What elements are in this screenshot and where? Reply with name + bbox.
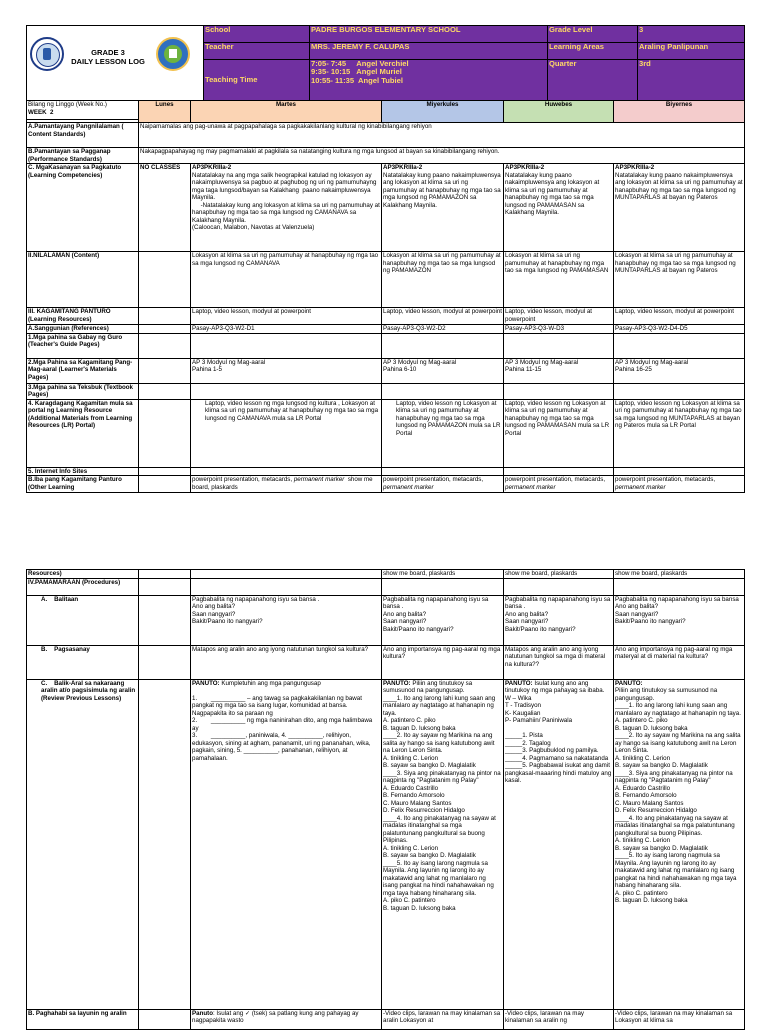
pagsasanay-friday: Ano ang importansya ng pag-aaral ng mga materyal at di material na kultura?	[614, 645, 745, 679]
performance-standards: Nakapagpapahayag ng may pagmamalaki at pagkilala sa natatanging kultura ng mga lungsod at bayan sa kinabibilangang rehiyon.	[139, 148, 745, 164]
resources-continued-wednesday: show me board, plaskards	[382, 570, 504, 579]
learning-area-label: Learning Areas	[548, 42, 638, 59]
competency-code: AP3PKRIIIa-2	[505, 164, 545, 171]
content-standards: Naipamamalas ang pag-unawa at pagpapahalaga sa pagkakakilanlang kultural ng kinabibilangang rehiyon	[139, 123, 745, 148]
other-materials-label: B.Iba pang Kagamitang Panturo (Other Learning	[27, 476, 139, 493]
question-item: 2. __________ ng mga naninirahan dito, ang mga halimbawa ay	[192, 717, 374, 732]
time-value: 7:05- 7:45 Angel Verchiel 9:35- 10:15 Angel Muriel 10:55- 11:35 Angel Tubiel	[310, 59, 548, 101]
textbook-pages-label: 3.Mga pahina sa Teksbuk (Textbook Pages)	[27, 383, 139, 399]
instruction-heading: PANUTO:	[383, 679, 411, 687]
competency-text: Natatalakay na ang mga salik heograpikal katulad ng lokasyon ay nakaimpluwensya sa pagbuo at paghubog ng uri ng pamumuhayng mga taga lungsod/bayan sa Kalakhang paano nakaimpluwensya Maynila. -Natatalakay kung ang lokasyon at klima sa uri ng pamumuhay at hanapbuhay ng mga tao sa mga lungsod ng CAMANAVA sa Kalakhang Maynila. (Caloocan, Malabon, Navotas at Valenzuela)	[192, 171, 380, 231]
other-materials-text: show me board, plaskards	[192, 476, 375, 491]
week-value: WEEK 2	[28, 108, 54, 116]
instruction-heading: PANUTO:	[505, 679, 533, 687]
time-label: Teaching Time	[204, 59, 310, 101]
instruction-text: Kumpletuhin ang mga pangungusap	[219, 679, 321, 687]
school-value: PADRE BURGOS ELEMENTARY SCHOOL	[310, 26, 548, 43]
week-label: Bilang ng Linggo (Week No.)	[28, 101, 107, 108]
competency-text: Natatalakay kung paano nakaimpluwensya ang lokasyon at klima sa uri ng pamumuhay at hanapbuhay ng mga tao sa mga lungsod ng MUNTAPARLAS at bayan ng Pateros	[615, 171, 745, 201]
objective-label: B. Paghahabi sa layunin ng aralin	[27, 1009, 139, 1029]
learners-materials-tuesday: AP 3 Modyul ng Mag-aaral Pahina 1-5	[191, 358, 382, 383]
question-item: 3. __________, paniniwala, 4. __________, relihiyon, edukasyon, sining at agham, pananamit, uri ng pananahan, wika, pagkain, sining, 5. __________, panahanan, relihiyon, at pamahalaan.	[192, 732, 373, 762]
instruction-text: Piliin ang tinutukoy sa sumusunod na pangungusap. ____1. Ito ang larong lahi kung saan ang manlalaro ay nagtatago at hahanapin ng taya. A. patintero C. piko B. taguan D. luksong baka ____2. Ito ay sayaw ng Marikina na ang salita ay hango sa isang katutubong awit na Leron Leron Sinta. A. tinikling C. Lerion B. sayaw sa bangko D. Maglalatik ____3. Siya ang pinakatanyag na pintor na nagpinta ng "Pagtatanim ng Palay" A. Eduardo Castrillo B. Fernando Amorsolo C. Mauro Malang Santos D. Felix Resurreccion Hidalgo ____4. Ito ang pinakatanyag na sayaw at madalas itinatanghal sa mga palatuntunang pangkultural sa buong Pilipinas. A. tinikling C. Lerion B. sayaw sa bangko D. Maglalatik ____5. Ito ay isang larong nagmula sa Maynila. Ang layunin ng larong ito ay makatawid ang lahat ng manlalaro ng isang pangkat na hindi nahahawakan ng mga taya habang hinaharang sila. A. piko C. patintero B. taguan D. luksong baka	[615, 687, 741, 904]
question-item: 1. __________ – ang tawag sa pagkakakilanlan ng bawat pangkat ng mga tao sa isang lugar, komunidad at bansa. Nagpapakita ito sa paraan ng	[192, 694, 364, 717]
other-materials-emph: permanent marker	[505, 483, 556, 491]
learners-materials-label: 2.Mga Pahina sa Kagamitang Pang-Mag-aaral (Learner's Materials Pages)	[27, 358, 139, 383]
resources-wednesday: Laptop, video lesson, modyul at powerpoint	[382, 308, 504, 325]
pagsasanay-tuesday: Matapos ang aralin ano ang iyong natutunan tungkol sa kultura?	[191, 645, 382, 679]
internet-sites-label: 5. Internet Info Sites	[27, 467, 139, 476]
balitaan-thursday: Pagbabalita ng napapanahong isyu sa bansa . Ano ang balita? Saan nangyari? Bakit/Paano ito nangyari?	[504, 595, 614, 645]
resources-continued-label: Resources)	[27, 570, 139, 579]
competency-code: AP3PKRIIIa-2	[383, 164, 423, 171]
other-materials-emph: permanent marker	[615, 483, 666, 491]
competencies-wednesday	[382, 164, 504, 252]
teacher-label: Teacher	[204, 42, 310, 59]
other-materials-friday	[614, 476, 745, 493]
quarter-value: 3rd	[638, 59, 745, 101]
content-friday: Lokasyon at klima sa uri ng pamumuhay at hanapbuhay ng mga tao sa mga lungsod ng MUNTAPARLAS at bayan ng Pateros	[614, 252, 745, 308]
balitaan-label: A. Balitaan	[27, 595, 139, 645]
resources-tuesday: Laptop, video lesson, modyul at powerpoint	[191, 308, 382, 325]
instruction-heading: PANUTO:	[615, 679, 643, 687]
other-materials-text: powerpoint presentation, metacards,	[383, 476, 485, 483]
quarter-label: Quarter	[548, 59, 638, 101]
learning-area-value: Araling Panlipunan	[638, 42, 745, 59]
lr-portal-wednesday: Laptop, video lesson ng Lokasyon at klima sa uri ng pamumuhay at hanapbuhay ng mga tao sa mga lungsod ng PAMAMAZON mula sa LR Portal	[382, 399, 504, 467]
balitaan-tuesday: Pagbabalita ng napapanahong isyu sa bansa . Ano ang balita? Saan nangyari? Bakit/Paano ito nangyari?	[191, 595, 382, 645]
review-friday	[614, 679, 745, 1009]
instruction-heading: PANUTO:	[192, 679, 220, 687]
lr-portal-friday: Laptop, video lesson ng Lokasyon at klima sa uri ng pamumuhay at hanapbuhay ng mga tao sa mga lungsod ng MUNTAPARLAS at bayan ng Pateros mula sa LR Portal	[614, 399, 745, 467]
content-thursday: Lokasyon at klima sa uri ng pamumuhay at hanapbuhay ng mga tao sa mga lungsod ng PAMAMASAN	[504, 252, 614, 308]
competencies-friday	[614, 164, 745, 252]
other-materials-wednesday	[382, 476, 504, 493]
procedures-label: IV.PAMAMARAAN (Procedures)	[27, 578, 139, 595]
balitaan-friday: Pagbabalita ng napapanahong isyu sa bansa Ano ang balita? Saan nangyari? Bakit/Paano ito nangyari?	[614, 595, 745, 645]
competencies-tuesday	[191, 164, 382, 252]
content-wednesday: Lokasyon at klima sa uri ng pamumuhay at hanapbuhay ng mga tao sa mga lungsod ng PAMAMAZON	[382, 252, 504, 308]
grade-title: GRADE 3	[91, 48, 125, 57]
lr-portal-tuesday: Laptop, video lesson ng mga lungsod ng kultura , Lokasyon at klima sa uri ng pamumuhay at hanapbuhay ng mga tao sa mga lungsod ng CAMANAVA mula sa LR Portal	[191, 399, 382, 467]
review-label: C. Balik-Aral sa nakaraang aralin at/o pagsisimula ng aralin (Review Previous Lessons)	[27, 679, 139, 1009]
references-wednesday: Pasay-AP3-Q3-W2-D2	[382, 325, 504, 334]
learners-materials-wednesday: AP 3 Modyul ng Mag-aaral Pahina 6-10	[382, 358, 504, 383]
pagsasanay-thursday: Matapos ang aralin ano ang iyong natutunan tungkol sa mga di materal na kultura??	[504, 645, 614, 679]
competency-text: Natatalakay kung paano nakaimpluwensya ang lokasyon at klima sa uri ng pamumuhay at hanapbuhay ng mga tao sa mga lungsod ng PAMAMAZON sa Kalakhang Maynila.	[383, 171, 503, 209]
competencies-thursday	[504, 164, 614, 252]
content-standards-label: A.Pamantayang Pangnilalaman ( Content Standards)	[27, 123, 139, 148]
day-monday: Lunes	[139, 101, 191, 123]
resources-thursday: Laptop, video lesson, modyul at powerpoint	[504, 308, 614, 325]
school-label: School	[204, 26, 310, 43]
resources-friday: Laptop, video lesson, modyul at powerpoint	[614, 308, 745, 325]
references-thursday: Pasay-AP3-Q3-W-D3	[504, 325, 614, 334]
resources-continued-friday: show me board, plaskards	[614, 570, 745, 579]
instruction-text: Isulat kung ano ang tinutukoy ng mga pahayag sa ibaba. W – Wika T - Tradisyon K- Kaugalian P- Pamahiin/ Paniniwala _____1. Pista _____2. Tagalog _____3. Pagbubuklod ng pamilya. _____4. Pagmamano sa nakatatanda _____5. Pagbabawal isukat ang damit pangkasal-maaaring hindi matuloy ang kasal.	[505, 679, 612, 784]
competencies-monday: NO CLASSES	[139, 164, 191, 252]
balitaan-wednesday: Pagbabalita ng napapanahong isyu sa bansa . Ano ang balita? Saan nangyari? Bakit/Paano ito nangyari?	[382, 595, 504, 645]
learners-materials-thursday: AP 3 Modyul ng Mag-aaral Pahina 11-15	[504, 358, 614, 383]
day-tuesday: Martes	[191, 101, 382, 123]
day-friday: Biyernes	[614, 101, 745, 123]
lesson-table-page2	[26, 569, 745, 1030]
grade-value: 3	[638, 26, 745, 43]
other-materials-emph: permanent marker	[383, 483, 434, 491]
other-materials-emph: permanent marker	[293, 476, 345, 483]
instruction-text: Piliin ang tinutukoy sa sumusunod na pangungusap. ____1. Ito ang larong lahi kung saan ang manlalaro ay nagtatago at hahanapin ng taya. A. patintero C. piko B. taguan D. luksong baka ____2. Ito ay sayaw ng Marikina na ang salita ay hango sa isang katutubong awit na Leron Leron Sinta. A. tinikling C. Lerion B. sayaw sa bangko D. Maglalatik ____3. Siya ang pinakatanyag na pintor na nagpinta ng "Pagtatanim ng Palay" A. Eduardo Castrillo B. Fernando Amorsolo C. Mauro Malang Santos D. Felix Resurreccion Hidalgo ____4. Ito ang pinakatanyag na sayaw at madalas itinatanghal sa mga palatuntunang pangkultural sa buong Pilipinas. A. tinikling C. Lerion B. sayaw sa bangko D. Maglalatik ____5. Ito ay isang larong nagmula sa Maynila. Ang layunin ng larong ito ay makatawid ang lahat ng manlalaro ng isang pangkat na hindi nahahawakan ng mga taya habang hinaharang sila. A. piko C. patintero B. taguan D. luksong baka	[383, 679, 501, 912]
objective-wednesday: -Video clips, larawan na may kinalaman sa aralin Lokasyon at	[382, 1009, 504, 1029]
competency-text: Natatalakay kung paano nakaimpluwensya ang lokasyon at klima sa uri ng pamumuhay at hanapbuhay ng mga tao sa mga lungsod ng PAMAMASAN sa Kalakhang Maynila.	[505, 171, 601, 216]
other-materials-tuesday	[191, 476, 382, 493]
objective-tuesday	[191, 1009, 382, 1029]
references-friday: Pasay-AP3-Q3-W2-D4-D5	[614, 325, 745, 334]
day-thursday: Huwebes	[504, 101, 614, 123]
competency-code: AP3PKRIIIa-2	[615, 164, 655, 171]
review-tuesday	[191, 679, 382, 1009]
content-label: II.NILALAMAN (Content)	[27, 252, 139, 308]
other-materials-text: powerpoint presentation, metacards,	[615, 476, 717, 483]
pagsasanay-label: B. Pagsasanay	[27, 645, 139, 679]
lesson-table-page1	[26, 100, 745, 493]
teachers-guide-label: 1.Mga pahina sa Gabay ng Guro (Teacher's Guide Pages)	[27, 333, 139, 358]
instruction-heading: Panuto	[192, 1009, 213, 1017]
other-materials-text: powerpoint presentation, metacards,	[192, 476, 294, 483]
review-thursday	[504, 679, 614, 1009]
objective-friday: -Video clips, larawan na may kinalaman sa Lokasyon at klima sa	[614, 1009, 745, 1029]
references-tuesday: Pasay-AP3-Q3-W2-D1	[191, 325, 382, 334]
references-label: A.Sanggunian (References)	[27, 325, 139, 334]
competency-code: AP3PKRIIIa-2	[192, 164, 232, 171]
performance-standards-label: B.Pamantayan sa Pagganap (Performance Standards)	[27, 148, 139, 164]
objective-thursday: -Video clips, larawan na may kinalaman sa aralin ng	[504, 1009, 614, 1029]
resources-continued-thursday: show me board, plaskards	[504, 570, 614, 579]
week-cell	[27, 101, 139, 123]
review-wednesday	[382, 679, 504, 1009]
lr-portal-label: 4. Karagdagang Kagamitan mula sa portal ng Learning Resource (Additional Materials from Learning Resources (LR) Portal)	[27, 399, 139, 467]
content-tuesday: Lokasyon at klima sa uri ng pamumuhay at hanapbuhay ng mga tao sa mga lungsod ng CAMANAVA	[191, 252, 382, 308]
lr-portal-thursday: Laptop, video lesson ng Lokasyon at klima sa uri ng pamumuhay at hanapbuhay ng mga tao sa mga lungsod ng PAMAMASAN mula sa LR Portal	[504, 399, 614, 467]
other-materials-thursday	[504, 476, 614, 493]
log-subtitle: DAILY LESSON LOG	[71, 57, 145, 66]
competencies-label: C. MgaKasanayan sa Pagkatuto (Learning Competencies)	[27, 164, 139, 252]
learners-materials-friday: AP 3 Modyul ng Mag-aaral Pahina 16-25	[614, 358, 745, 383]
instruction-text: : Isulat ang ✓ (tsek) sa patlang kung ang pahayag ay nagpapakita wasto	[192, 1009, 361, 1024]
teacher-value: MRS. JEREMY F. CALUPAS	[310, 42, 548, 59]
day-wednesday: Miyerkules	[382, 101, 504, 123]
grade-label: Grade Level	[548, 26, 638, 43]
other-materials-text: powerpoint presentation, metacards,	[505, 476, 607, 483]
learning-resources-label: III. KAGAMITANG PANTURO (Learning Resources)	[27, 308, 139, 325]
pagsasanay-wednesday: Ano ang importansya ng pag-aaral ng mga kultura?	[382, 645, 504, 679]
